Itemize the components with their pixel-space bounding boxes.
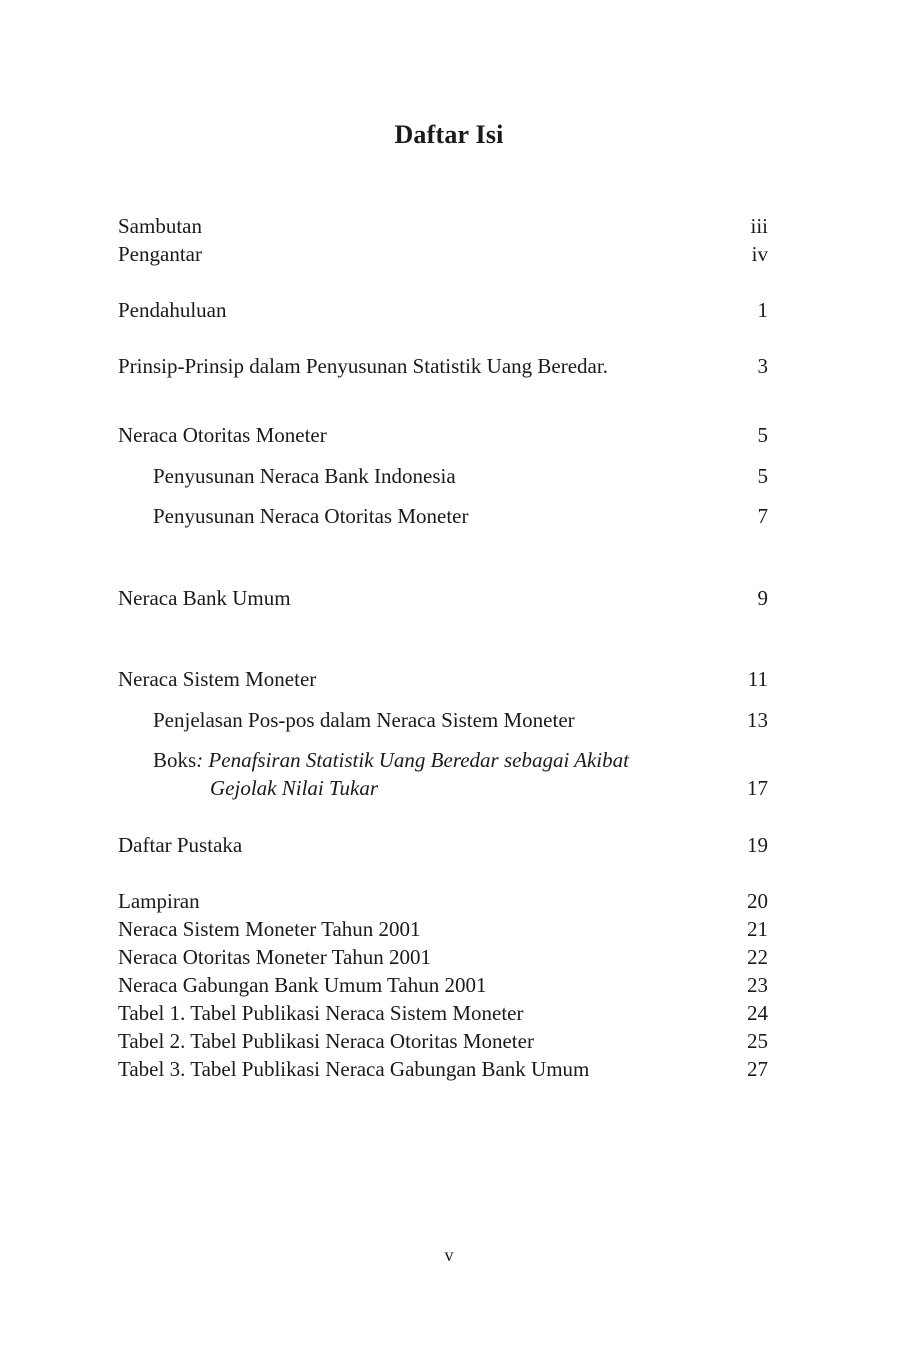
toc-entry-label: Tabel 1. Tabel Publikasi Neraca Sistem Moneter: [118, 1001, 524, 1025]
toc-entry[interactable]: [118, 999, 768, 1027]
toc-entry[interactable]: [118, 1027, 768, 1055]
toc-entry[interactable]: [118, 240, 768, 268]
toc-entry-label: Neraca Gabungan Bank Umum Tahun 2001: [118, 973, 487, 997]
toc-entry-label: Tabel 2. Tabel Publikasi Neraca Otoritas Moneter: [118, 1029, 534, 1053]
toc-entry[interactable]: [118, 352, 768, 380]
toc-entry-page: 27: [747, 1057, 768, 1081]
page-number: v: [444, 1245, 454, 1265]
toc-entry-label: Neraca Sistem Moneter: [118, 667, 317, 691]
toc-entry[interactable]: [118, 943, 768, 971]
toc-box-prefix: Boks: [153, 748, 197, 772]
toc-entry-label: Penyusunan Neraca Bank Indonesia: [153, 464, 456, 488]
toc-entry[interactable]: [118, 971, 768, 999]
toc-entry-label: Daftar Pustaka: [118, 833, 243, 857]
toc-entry[interactable]: [118, 915, 768, 943]
toc-entry-label: Neraca Otoritas Moneter Tahun 2001: [118, 945, 432, 969]
toc-entry[interactable]: [118, 584, 768, 612]
toc-entry-label: Sambutan: [118, 214, 202, 238]
toc-entry-label: Pendahuluan: [118, 298, 227, 322]
toc-entry-label: Pengantar: [118, 242, 202, 266]
toc-box-title-part1: : Penafsiran Statistik Uang Beredar sebagai Akibat: [196, 748, 629, 772]
toc-entry-page: 1: [757, 298, 768, 322]
toc-entry-label: Penjelasan Pos-pos dalam Neraca Sistem Moneter: [153, 708, 575, 732]
toc-subentry[interactable]: [118, 462, 768, 490]
toc-entry-page: 5: [757, 464, 768, 488]
toc-entry-label: Lampiran: [118, 889, 200, 913]
toc-entry-label: Prinsip-Prinsip dalam Penyusunan Statistik Uang Beredar.: [118, 354, 608, 378]
toc-entry-label: Neraca Otoritas Moneter: [118, 423, 327, 447]
toc-entry-label: Neraca Sistem Moneter Tahun 2001: [118, 917, 421, 941]
toc-entry[interactable]: [118, 665, 768, 693]
toc-entry[interactable]: [118, 421, 768, 449]
toc-box-line1: [153, 746, 629, 774]
toc-entry-page: 13: [747, 708, 768, 732]
toc-box-entry[interactable]: [118, 746, 768, 802]
toc-entry-page: 11: [747, 667, 768, 691]
toc-subentry[interactable]: [118, 706, 768, 734]
toc-entry[interactable]: [118, 1055, 768, 1083]
toc-entry-page: 22: [747, 945, 768, 969]
toc-entry-label: Penyusunan Neraca Otoritas Moneter: [153, 504, 469, 528]
toc-entry-page: 25: [747, 1029, 768, 1053]
page-title: Daftar Isi: [394, 120, 504, 149]
toc-entry[interactable]: [118, 831, 768, 859]
toc-entry-page: 23: [747, 973, 768, 997]
toc-entry-label: Tabel 3. Tabel Publikasi Neraca Gabungan Bank Umum: [118, 1057, 590, 1081]
toc-entry-page: 24: [747, 1001, 768, 1025]
toc-entry[interactable]: [118, 212, 768, 240]
toc-entry-page: 5: [757, 423, 768, 447]
toc-entry-page: iv: [751, 242, 768, 266]
toc-entry[interactable]: [118, 296, 768, 324]
toc-entry-page: 3: [757, 354, 768, 378]
toc-entry-page: iii: [750, 214, 768, 238]
toc-entry-label: Neraca Bank Umum: [118, 586, 291, 610]
toc-subentry[interactable]: [118, 502, 768, 530]
toc-entry[interactable]: [118, 887, 768, 915]
toc-entry-page: 21: [747, 917, 768, 941]
toc-entry-page: 19: [747, 833, 768, 857]
toc-entry-page: 20: [747, 889, 768, 913]
toc-box-title-part2: Gejolak Nilai Tukar: [210, 776, 378, 800]
toc-entry-page: 9: [757, 586, 768, 610]
toc-entry-page: 7: [757, 504, 768, 528]
toc-entry-page: 17: [747, 776, 768, 800]
